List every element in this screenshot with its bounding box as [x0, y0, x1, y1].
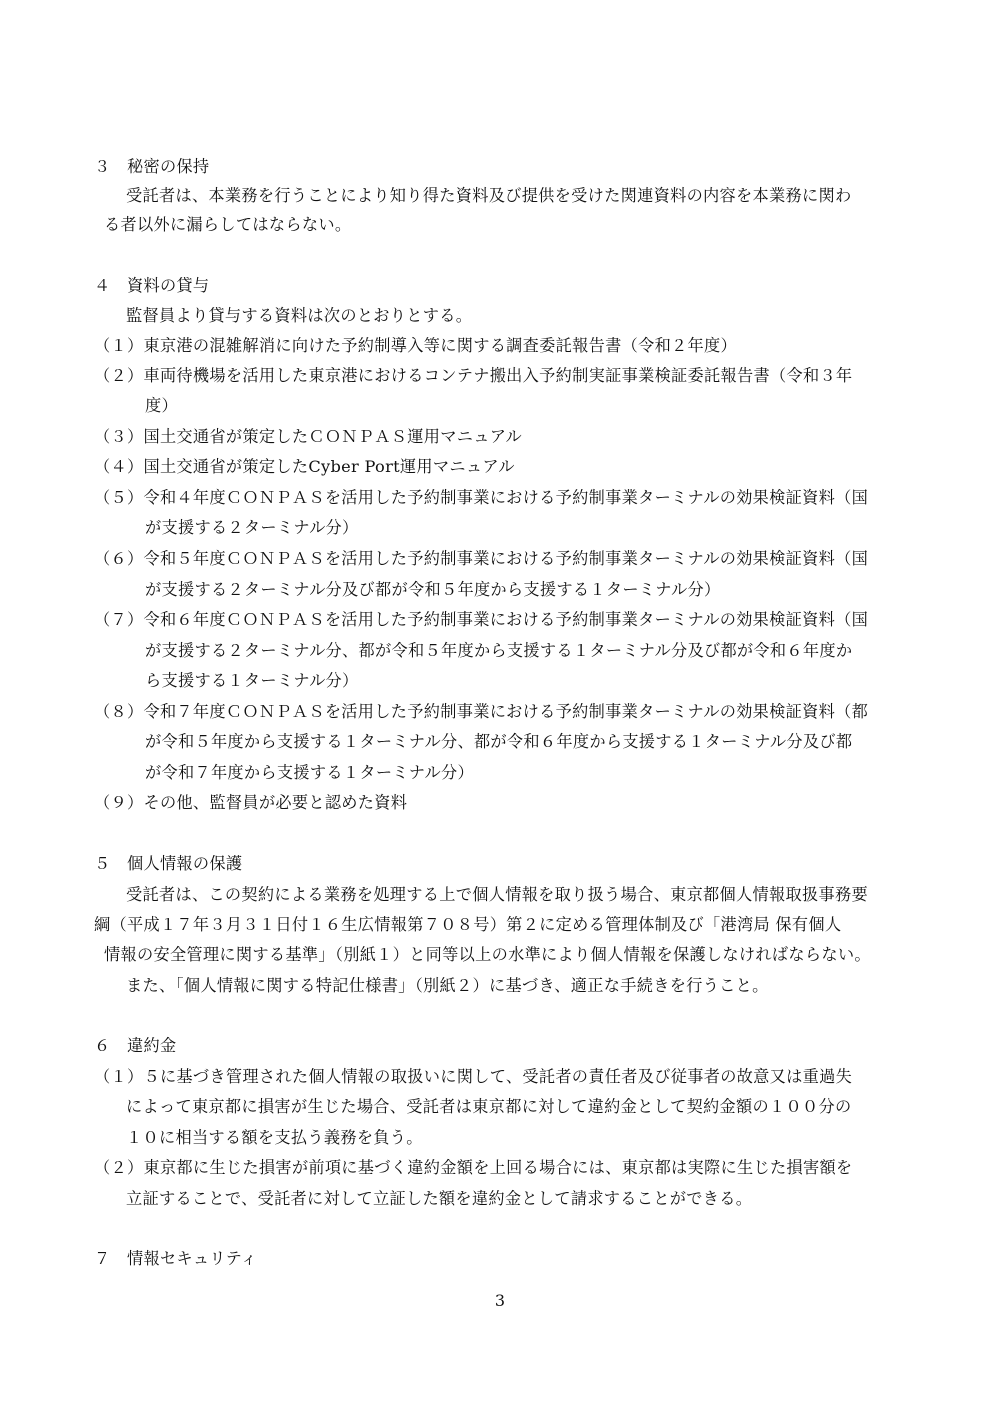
- material-item-2: （２）車両待機場を活用した東京港におけるコンテナ搬出入予約制実証事業検証委託報告書（令和３年: [94, 366, 853, 385]
- section-5-body-line-4: また、「個人情報に関する特記仕様書」（別紙２）に基づき、適正な手続きを行うこと。: [126, 976, 769, 995]
- material-item-2-cont: 度）: [145, 396, 178, 415]
- material-item-7-cont-1: が支援する２ターミナル分、都が令和５年度から支援する１ターミナル分及び都が令和６年度か: [145, 641, 853, 660]
- penalty-item-2: （２）東京都に生じた損害が前項に基づく違約金額を上回る場合には、東京都は実際に生じた損害額を: [94, 1158, 853, 1177]
- section-5-body-line-3: 情報の安全管理に関する基準」（別紙１）と同等以上の水準により個人情報を保護しなければならない。: [104, 945, 871, 964]
- material-item-8-cont-1: が令和５年度から支援する１ターミナル分、都が令和６年度から支援する１ターミナル分及び都: [145, 732, 853, 751]
- material-item-7: （７）令和６年度ＣＯＮＰＡＳを活用した予約制事業における予約制事業ターミナルの効果検証資料（国: [94, 610, 869, 629]
- material-item-6: （６）令和５年度ＣＯＮＰＡＳを活用した予約制事業における予約制事業ターミナルの効果検証資料（国: [94, 549, 869, 568]
- page-number: 3: [494, 1291, 506, 1310]
- material-item-8-cont-2: が令和７年度から支援する１ターミナル分）: [145, 763, 474, 782]
- penalty-item-2-cont: 立証することで、受託者に対して立証した額を違約金として請求することができる。: [126, 1189, 753, 1208]
- section-3-body-line-2: る者以外に漏らしてはならない。: [104, 215, 352, 234]
- material-item-4: （４）国土交通省が策定したCyber Port運用マニュアル: [94, 457, 515, 476]
- section-6-heading: ６ 違約金: [94, 1036, 177, 1055]
- material-item-8: （８）令和７年度ＣＯＮＰＡＳを活用した予約制事業における予約制事業ターミナルの効果検証資料（都: [94, 702, 869, 721]
- section-3-heading: ３ 秘密の保持: [94, 157, 210, 176]
- section-3-body-line-1: 受託者は、本業務を行うことにより知り得た資料及び提供を受けた関連資料の内容を本業務に関わ: [126, 186, 852, 205]
- material-item-1: （１）東京港の混雑解消に向けた予約制導入等に関する調査委託報告書（令和２年度）: [94, 336, 738, 355]
- section-5-body-line-1: 受託者は、この契約による業務を処理する上で個人情報を取り扱う場合、東京都個人情報取扱事務要: [126, 885, 868, 904]
- section-4-heading: ４ 資料の貸与: [94, 276, 210, 295]
- penalty-item-1-cont-2: １０に相当する額を支払う義務を負う。: [126, 1128, 423, 1147]
- material-item-3: （３）国土交通省が策定したＣＯＮＰＡＳ運用マニュアル: [94, 427, 523, 446]
- section-7-heading: ７ 情報セキュリティ: [94, 1249, 258, 1268]
- material-item-9: （９）その他、監督員が必要と認めた資料: [94, 793, 408, 812]
- material-item-6-cont: が支援する２ターミナル分及び都が令和５年度から支援する１ターミナル分）: [145, 580, 721, 599]
- material-item-5-cont: が支援する２ターミナル分）: [145, 518, 359, 537]
- section-4-intro: 監督員より貸与する資料は次のとおりとする。: [126, 306, 473, 325]
- penalty-item-1: （１）５に基づき管理された個人情報の取扱いに関して、受託者の責任者及び従事者の故意又は重過失: [94, 1067, 853, 1086]
- section-5-heading: ５ 個人情報の保護: [94, 854, 243, 873]
- material-item-5: （５）令和４年度ＣＯＮＰＡＳを活用した予約制事業における予約制事業ターミナルの効果検証資料（国: [94, 488, 869, 507]
- section-5-body-line-2: 綱（平成１７年３月３１日付１６生広情報第７０８号）第２に定める管理体制及び「港湾局 保有個人: [94, 915, 842, 934]
- penalty-item-1-cont-1: によって東京都に損害が生じた場合、受託者は東京都に対して違約金として契約金額の１００分の: [126, 1097, 852, 1116]
- material-item-7-cont-2: ら支援する１ターミナル分）: [145, 671, 359, 690]
